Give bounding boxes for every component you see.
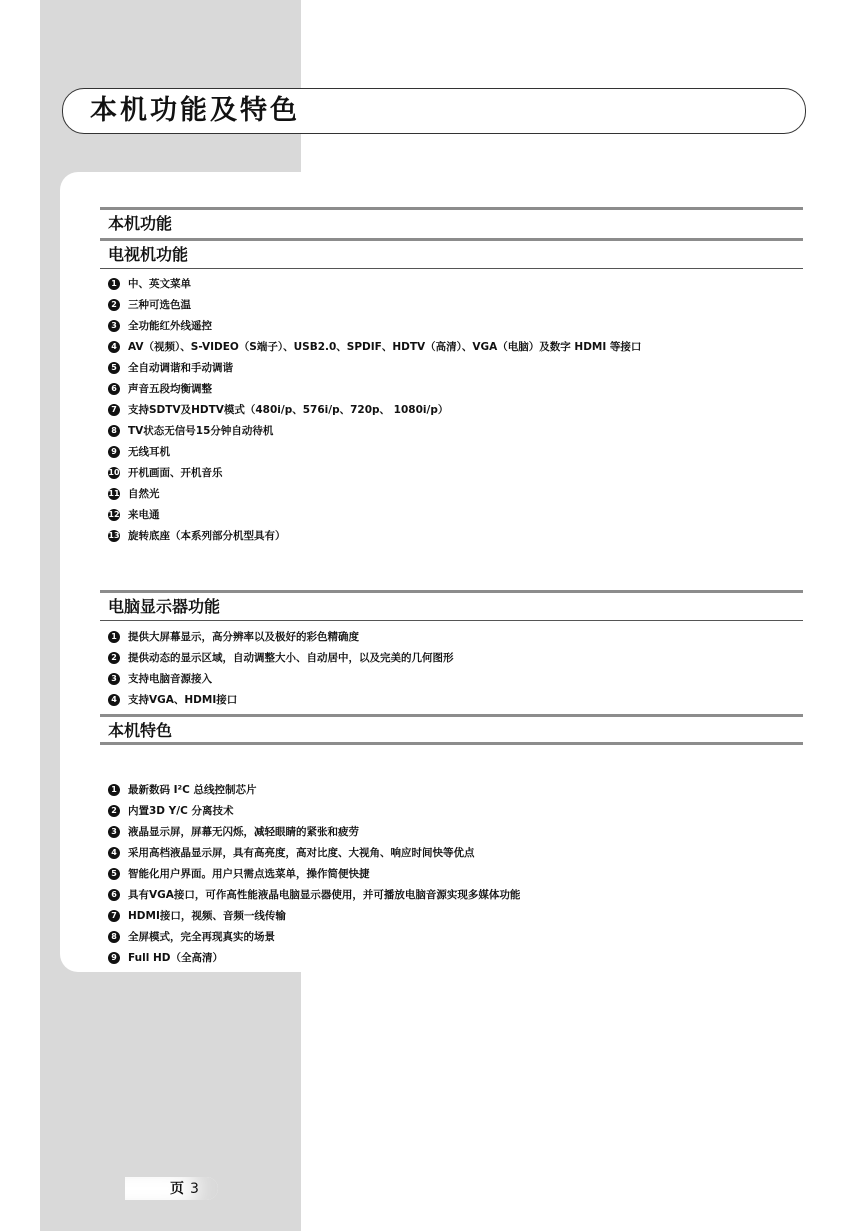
list-item-text: 提供动态的显示区域，自动调整大小、自动居中，以及完美的几何图形: [128, 652, 454, 664]
section-heading-pc: [100, 590, 803, 621]
list-item-text: 全自动调谐和手动调谐: [128, 362, 233, 374]
page-label: 页: [170, 1181, 184, 1197]
list-item: [108, 950, 520, 971]
list-item-text: 内置3D Y/C 分离技术: [128, 805, 234, 817]
number-bullet: 4: [108, 694, 120, 706]
list-item: [108, 629, 454, 650]
list-item: [108, 423, 641, 444]
list-item-text: 支持SDTV及HDTV模式（480i/p、576i/p、720p、 1080i/p）: [128, 404, 449, 416]
list-item-text: 旋转底座（本系列部分机型具有）: [128, 530, 286, 542]
number-bullet: 1: [108, 784, 120, 796]
number-bullet: 9: [108, 446, 120, 458]
list-item: [108, 276, 641, 297]
list-item-text: 最新数码 I²C 总线控制芯片: [128, 784, 257, 796]
number-bullet: 3: [108, 320, 120, 332]
number-bullet: 6: [108, 889, 120, 901]
list-item: [108, 803, 520, 824]
number-bullet: 12: [108, 510, 120, 519]
number-bullet: 8: [108, 425, 120, 437]
list-item: [108, 866, 520, 887]
list-item-text: 提供大屏幕显示，高分辨率以及极好的彩色精确度: [128, 631, 359, 643]
number-bullet: 7: [108, 910, 120, 922]
section-heading-tv-label: 电视机功能: [108, 245, 189, 264]
list-item: [108, 360, 641, 381]
list-item-text: 具有VGA接口，可作高性能液晶电脑显示器使用，并可播放电脑音源实现多媒体功能: [128, 889, 521, 901]
list-item: [108, 486, 641, 507]
list-item-text: 开机画面、开机音乐: [128, 467, 223, 479]
list-item-text: 全屏模式，完全再现真实的场景: [128, 931, 275, 943]
number-bullet: 8: [108, 931, 120, 943]
section-heading-tv: [100, 238, 803, 269]
list-item-text: 三种可选色温: [128, 299, 191, 311]
number-bullet: 1: [108, 278, 120, 290]
list-item: [108, 671, 454, 692]
page-number: [170, 1180, 199, 1198]
number-bullet: 10: [108, 468, 120, 477]
section-heading-pc-label: 电脑显示器功能: [108, 597, 221, 616]
number-bullet: 4: [108, 341, 120, 353]
list-item-text: TV状态无信号15分钟自动待机: [128, 425, 274, 437]
list-item-text: 来电通: [128, 509, 160, 521]
list-item: [108, 887, 520, 908]
list-item: [108, 692, 454, 713]
list-item: [108, 908, 520, 929]
number-bullet: 6: [108, 383, 120, 395]
list-item-text: AV（视频）、S-VIDEO（S端子）、USB2.0、SPDIF、HDTV（高清）、VGA（电脑）及数字 HDMI 等接口: [128, 341, 642, 353]
number-bullet: 7: [108, 404, 120, 416]
list-item: [108, 528, 641, 549]
number-bullet: 1: [108, 631, 120, 643]
section-heading-main-label: 本机功能: [108, 214, 173, 233]
list-item-text: 支持电脑音源接入: [128, 673, 212, 685]
list-item: [108, 297, 641, 318]
list-item-text: 智能化用户界面。用户只需点选菜单，操作简便快捷: [128, 868, 370, 880]
list-item: [108, 318, 641, 339]
number-bullet: 2: [108, 299, 120, 311]
section-heading-main: [100, 207, 803, 238]
list-item-text: 全功能红外线遥控: [128, 320, 212, 332]
number-bullet: 3: [108, 673, 120, 685]
list-item-text: 液晶显示屏，屏幕无闪烁，减轻眼睛的紧张和疲劳: [128, 826, 359, 838]
pc-function-list: [108, 629, 454, 713]
number-bullet: 2: [108, 805, 120, 817]
section-heading-features: [100, 714, 803, 745]
list-item-text: HDMI接口，视频、音频一线传输: [128, 910, 286, 922]
list-item-text: 支持VGA、HDMI接口: [128, 694, 238, 706]
list-item-text: 采用高档液晶显示屏，具有高亮度，高对比度、大视角、响应时间快等优点: [128, 847, 475, 859]
number-bullet: 5: [108, 362, 120, 374]
number-bullet: 3: [108, 826, 120, 838]
list-item: [108, 402, 641, 423]
list-item: [108, 381, 641, 402]
number-bullet: 5: [108, 868, 120, 880]
number-bullet: 11: [108, 489, 120, 498]
page-title: 本机功能及特色: [90, 95, 300, 126]
list-item: [108, 507, 641, 528]
section-heading-features-label: 本机特色: [108, 721, 173, 740]
number-bullet: 9: [108, 952, 120, 964]
list-item: [108, 929, 520, 950]
number-bullet: 4: [108, 847, 120, 859]
tv-function-list: [108, 276, 641, 549]
list-item-text: 中、英文菜单: [128, 278, 191, 290]
list-item: [108, 845, 520, 866]
list-item: [108, 339, 641, 360]
feature-list: [108, 782, 520, 971]
page-number-value: 3: [190, 1181, 199, 1197]
list-item-text: 自然光: [128, 488, 160, 500]
list-item-text: 声音五段均衡调整: [128, 383, 212, 395]
list-item: [108, 444, 641, 465]
list-item-text: Full HD（全高清）: [128, 952, 223, 964]
number-bullet: 13: [108, 531, 120, 540]
list-item: [108, 650, 454, 671]
list-item: [108, 782, 520, 803]
number-bullet: 2: [108, 652, 120, 664]
list-item-text: 无线耳机: [128, 446, 170, 458]
list-item: [108, 465, 641, 486]
list-item: [108, 824, 520, 845]
